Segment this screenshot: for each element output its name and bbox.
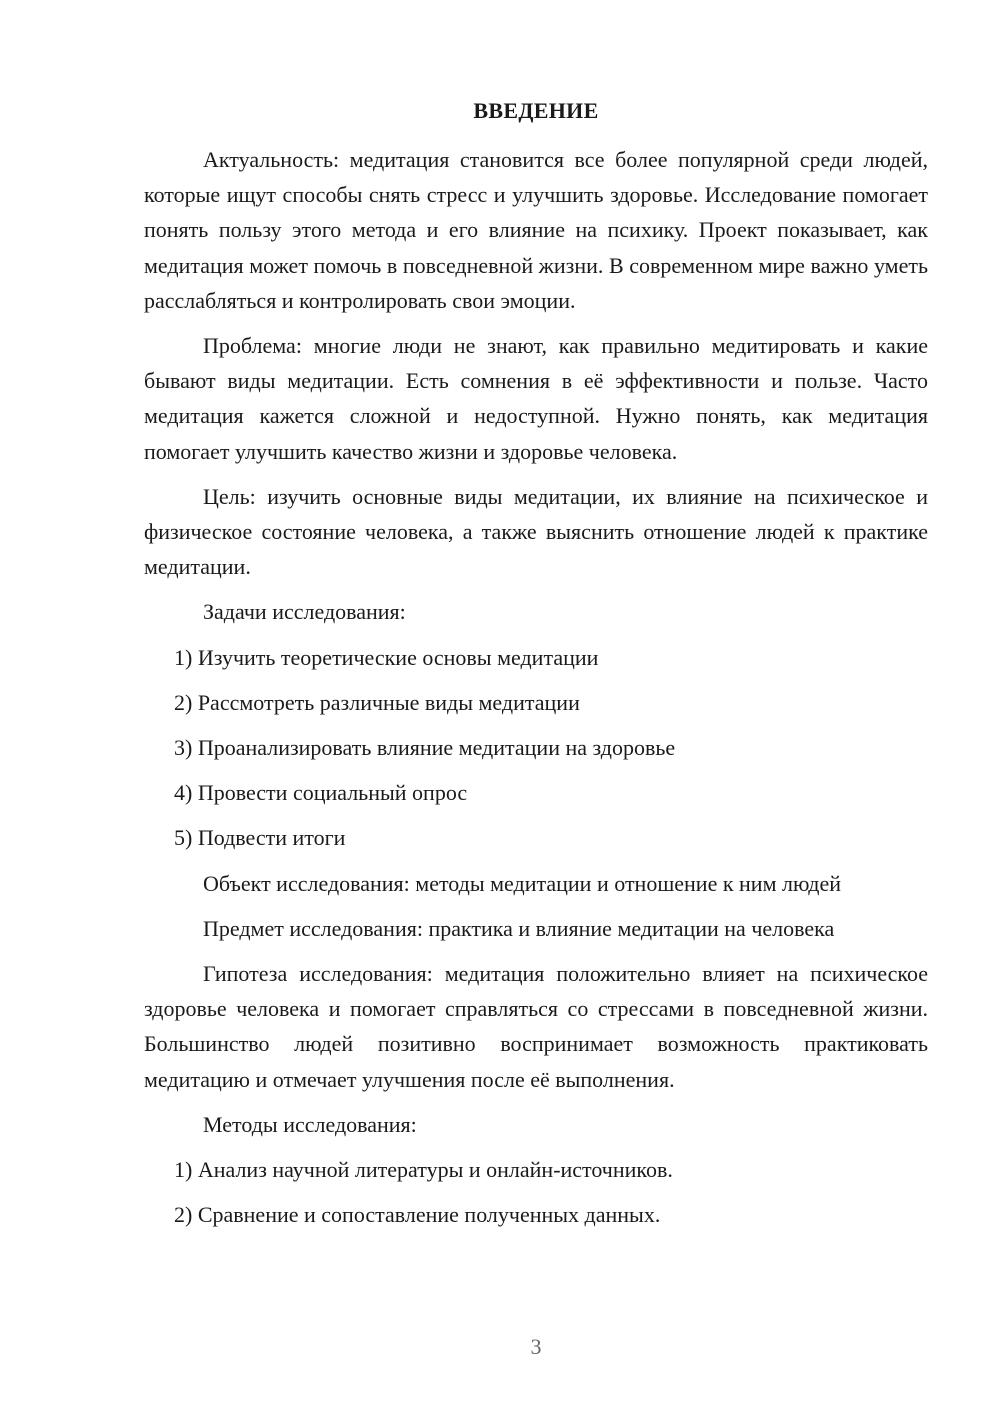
task-item: 1) Изучить теоретические основы медитации — [174, 644, 599, 670]
goal-paragraph: Цель: изучить основные виды медитации, их влияние на психическое и физическое состояние человека, а также выяснить отношение людей к практике медитации. — [144, 483, 928, 580]
object-line: Объект исследования: методы медитации и отношение к ним людей — [203, 870, 842, 896]
task-item: 5) Подвести итоги — [174, 825, 346, 851]
page-number: 3 — [530, 1334, 542, 1359]
problem-paragraph: Проблема: многие люди не знают, как правильно медитировать и какие бывают виды медитации. Есть сомнения в её эффективности и пользе. Часто медитация кажется сложной и недоступной. Нужно понять, как медитация помогает улучшить качество жизни и здоровье человека. — [144, 333, 928, 464]
task-item: 2) Рассмотреть различные виды медитации — [174, 689, 580, 715]
tasks-title: Задачи исследования: — [203, 599, 406, 625]
method-item: 2) Сравнение и сопоставление полученных данных. — [174, 1202, 661, 1228]
hypothesis-paragraph: Гипотеза исследования: медитация положительно влияет на психическое здоровье человека и помогает справляться со стрессами в повседневной жизни. Большинство людей позитивно воспринимает возможность практиковать медитацию и отмечает улучшения после её выполнения. — [144, 961, 928, 1092]
subject-line: Предмет исследования: практика и влияние медитации на человека — [203, 915, 835, 941]
task-item: 3) Проанализировать влияние медитации на здоровье — [174, 735, 676, 761]
method-item: 1) Анализ научной литературы и онлайн-источников. — [174, 1157, 673, 1183]
task-item: 4) Провести социальный опрос — [174, 780, 468, 806]
methods-title: Методы исследования: — [203, 1111, 417, 1137]
relevance-paragraph: Актуальность: медитация становится все более популярной среди людей, которые ищут способы снять стресс и улучшить здоровье. Исследование помогает понять пользу этого метода и его влияние на психику. Проект показывает, как медитация может помочь в повседневной жизни. В современном мире важно уметь расслабляться и контролировать свои эмоции. — [144, 147, 928, 313]
page-body — [144, 142, 928, 1242]
section-heading: ВВЕДЕНИЕ — [473, 98, 599, 123]
